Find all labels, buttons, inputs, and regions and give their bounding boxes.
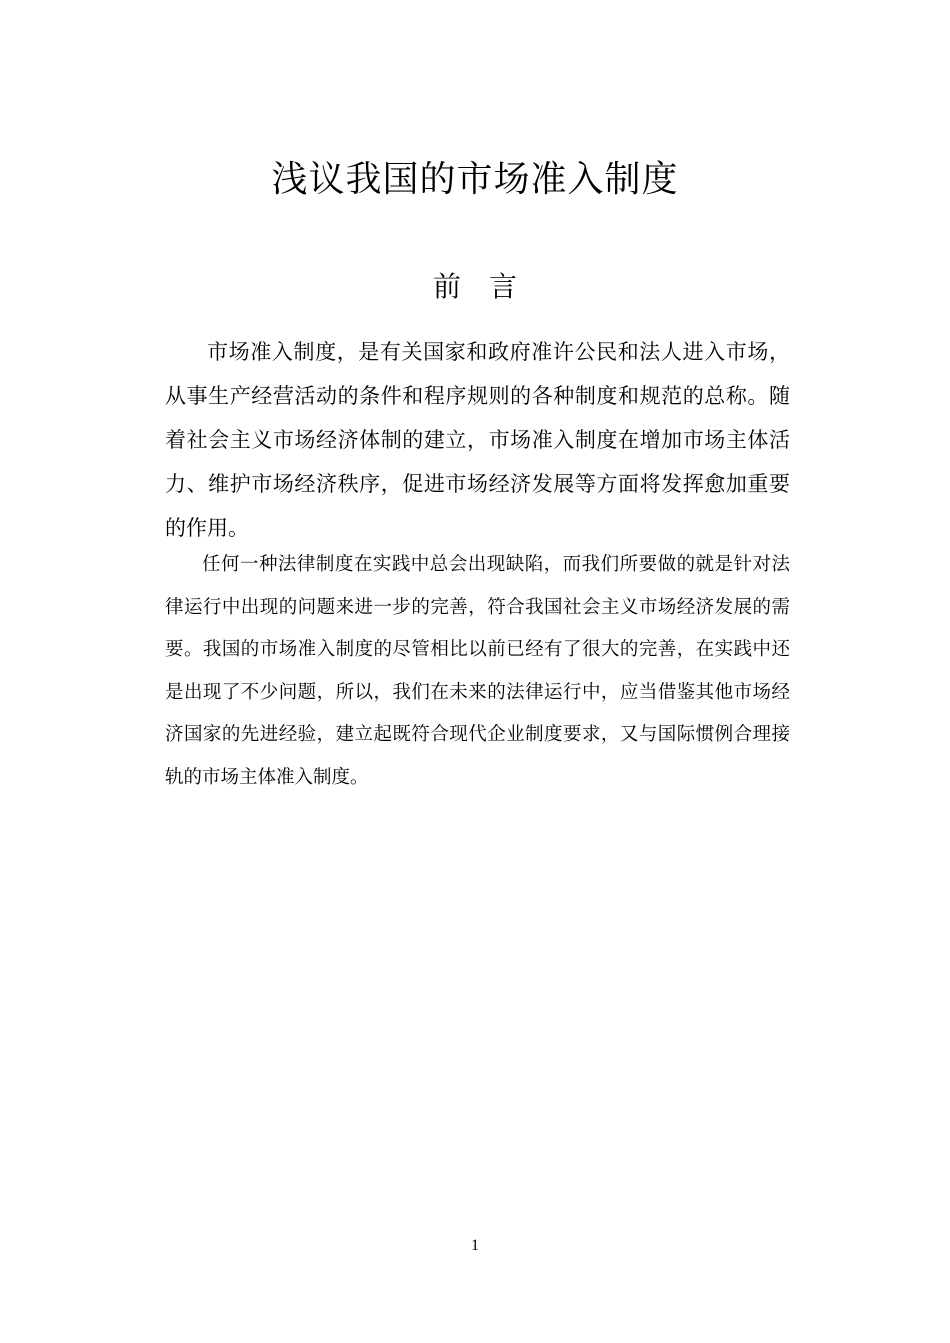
- section-heading-preface: 前言: [432, 270, 545, 303]
- body-paragraph-2: 任何一种法律制度在实践中总会出现缺陷，而我们所要做的就是针对法律运行中出现的问题来进一步的完善，符合我国社会主义市场经济发展的需要。我国的市场准入制度的尽管相比以前已经有了很大的完善，在实践中还是出现了不少问题，所以，我们在未来的法律运行中，应当借鉴其他市场经济国家的先进经验，建立起既符合现代企业制度要求，又与国际惯例合理接轨的市场主体准入制度。: [165, 554, 790, 788]
- page-number: 1: [471, 1237, 479, 1254]
- document-title: 浅议我国的市场准入制度: [271, 159, 679, 200]
- body-paragraph-1: 市场准入制度，是有关国家和政府准许公民和法人进入市场，从事生产经营活动的条件和程序规则的各种制度和规范的总称。随着社会主义市场经济体制的建立，市场准入制度在增加市场主体活力、维护市场经济秩序，促进市场经济发展等方面将发挥愈加重要的作用。: [165, 340, 790, 540]
